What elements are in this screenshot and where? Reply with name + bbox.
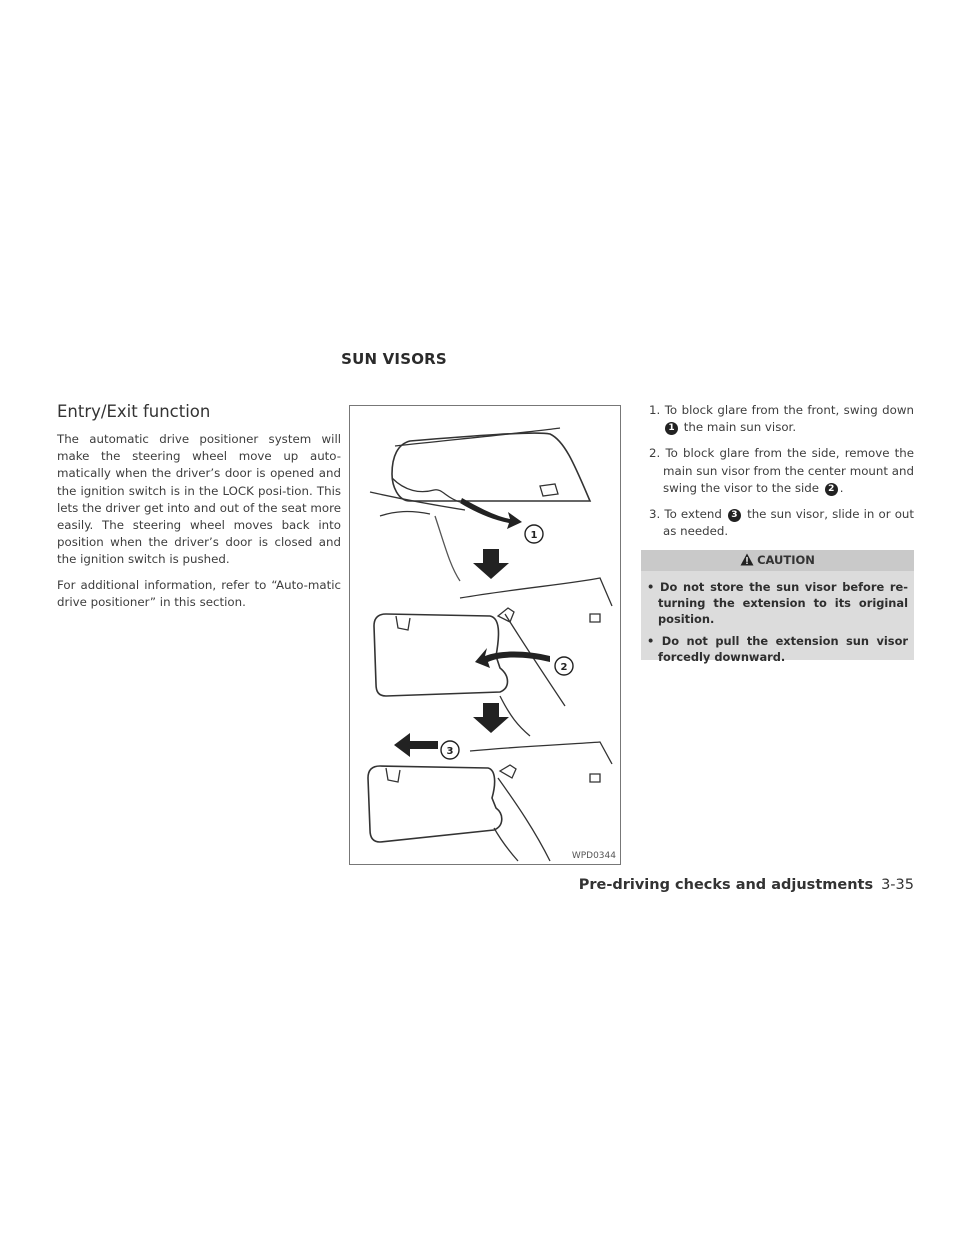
caution-item: • Do not store the sun visor before re-turning the extension to its original position. [647,580,908,626]
callout-2-icon: 2 [825,483,838,496]
page-footer [579,877,914,893]
visor-panel-3 [368,742,612,861]
caution-item: • Do not pull the extension sun visor forcedly downward. [647,634,909,664]
callout-1 [525,525,543,543]
warning-icon [740,552,754,573]
left-column [57,402,341,619]
right-column [641,402,914,549]
chapter-title: Pre-driving checks and adjustments [578,877,874,893]
sun-visor-figure [349,405,621,865]
step-2: 2. To block glare from the side, remove the main sun visor from the center mount and swing the visor to the side 2 . [649,446,915,495]
svg-text:2: 2 [560,662,568,673]
figure-code: WPD0344 [571,851,616,861]
down-arrow-1 [473,549,509,579]
step-1: 1. To block glare from the front, swing down 1 the main sun visor. [649,403,915,435]
page-number: 3-35 [881,877,914,893]
caution-header: CAUTION [641,550,914,571]
swing-side-arrow [475,648,550,668]
callout-3 [441,741,459,759]
caution-box [641,550,914,664]
visor-panel-1 [370,428,590,581]
callout-3-icon: 3 [728,509,741,522]
callout-1-icon: 1 [665,422,678,435]
entry-exit-heading: Entry/Exit function [57,402,211,421]
swing-down-arrow [460,498,522,529]
svg-text:3: 3 [446,746,454,757]
additional-info-paragraph: For additional information, refer to “Auto-matic drive positioner” in this section. [57,577,341,609]
step-3: 3. To extend 3 the sun visor, slide in or out as needed. [649,507,915,539]
callout-2 [555,657,573,675]
section-header: SUN VISORS [341,350,447,368]
caution-list [641,579,914,665]
svg-text:1: 1 [530,530,538,541]
entry-exit-paragraph: The automatic drive positioner system will make the steering wheel move up auto-matically when the driver’s door is opened and the ignition switch is in the LOCK posi-tion. This lets the driver get into and out of the seat more easily. The steering wheel moves back into position when the driver’s door is closed and the ignition switch is pushed. [57,432,341,567]
down-arrow-2 [473,703,509,733]
extend-arrow [394,733,438,757]
sun-visor-illustration [350,406,620,864]
